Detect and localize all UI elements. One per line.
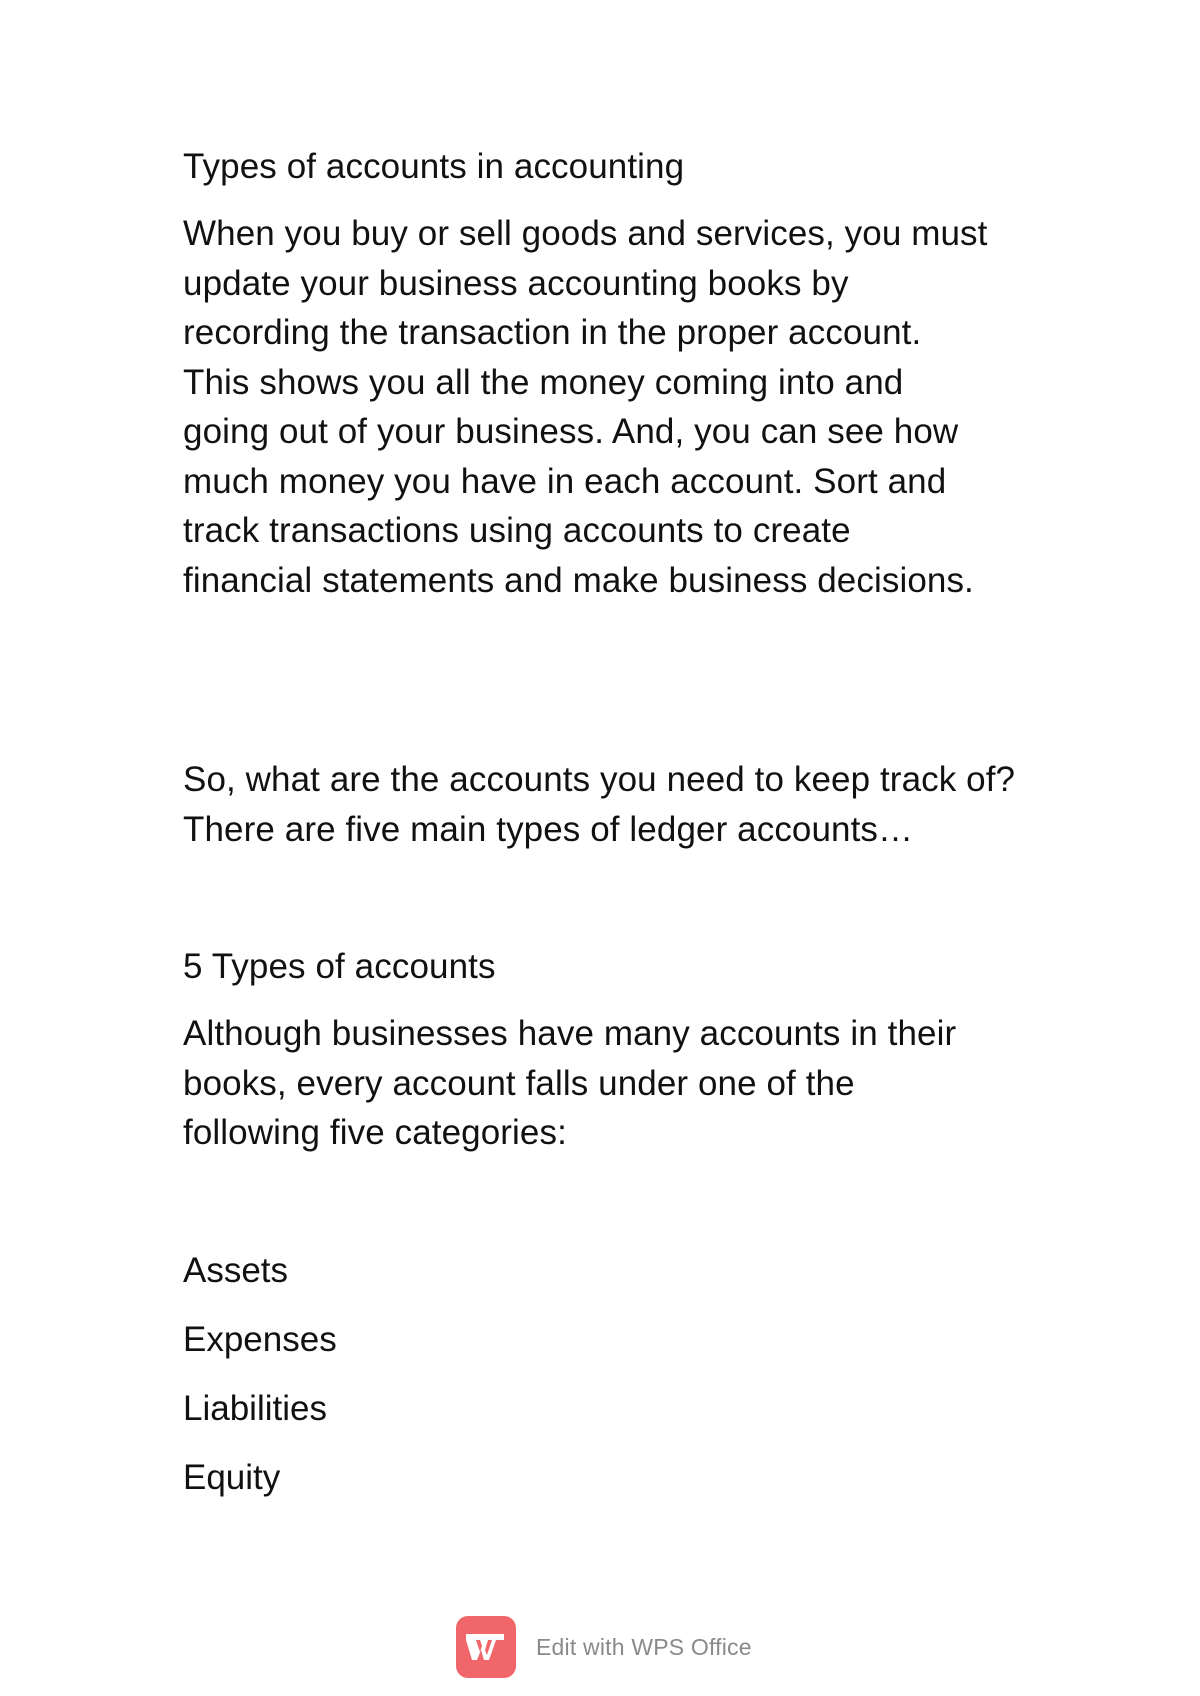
document-title: Types of accounts in accounting [183, 147, 685, 186]
account-types-list [183, 1246, 1083, 1503]
spacer [183, 1158, 1083, 1246]
document-content [183, 142, 1083, 1522]
spacer [183, 605, 1083, 755]
list-item: Expenses [183, 1319, 337, 1359]
list-item: Liabilities [183, 1388, 327, 1428]
section-heading: 5 Types of accounts [183, 947, 496, 986]
spacer [183, 854, 1083, 942]
list-item: Assets [183, 1250, 289, 1290]
section-paragraph: Although businesses have many accounts in their books, every account falls under one of the following five categories: [183, 1014, 957, 1152]
footer-label: Edit with WPS Office [536, 1633, 752, 1660]
question-paragraph: So, what are the accounts you need to keep track of? There are five main types of ledger accounts… [183, 760, 1016, 849]
list-item: Equity [183, 1457, 281, 1497]
wps-office-logo-icon [456, 1616, 516, 1678]
intro-paragraph: When you buy or sell goods and services, you must update your business accounting books by recording the transaction in the proper account. This shows you all the money coming into and going out of your business. And, you can see how much money you have in each account. Sort and track transactions using accounts to create financial statements and make business decisions. [183, 214, 988, 600]
wps-edit-link[interactable] [456, 1616, 752, 1678]
